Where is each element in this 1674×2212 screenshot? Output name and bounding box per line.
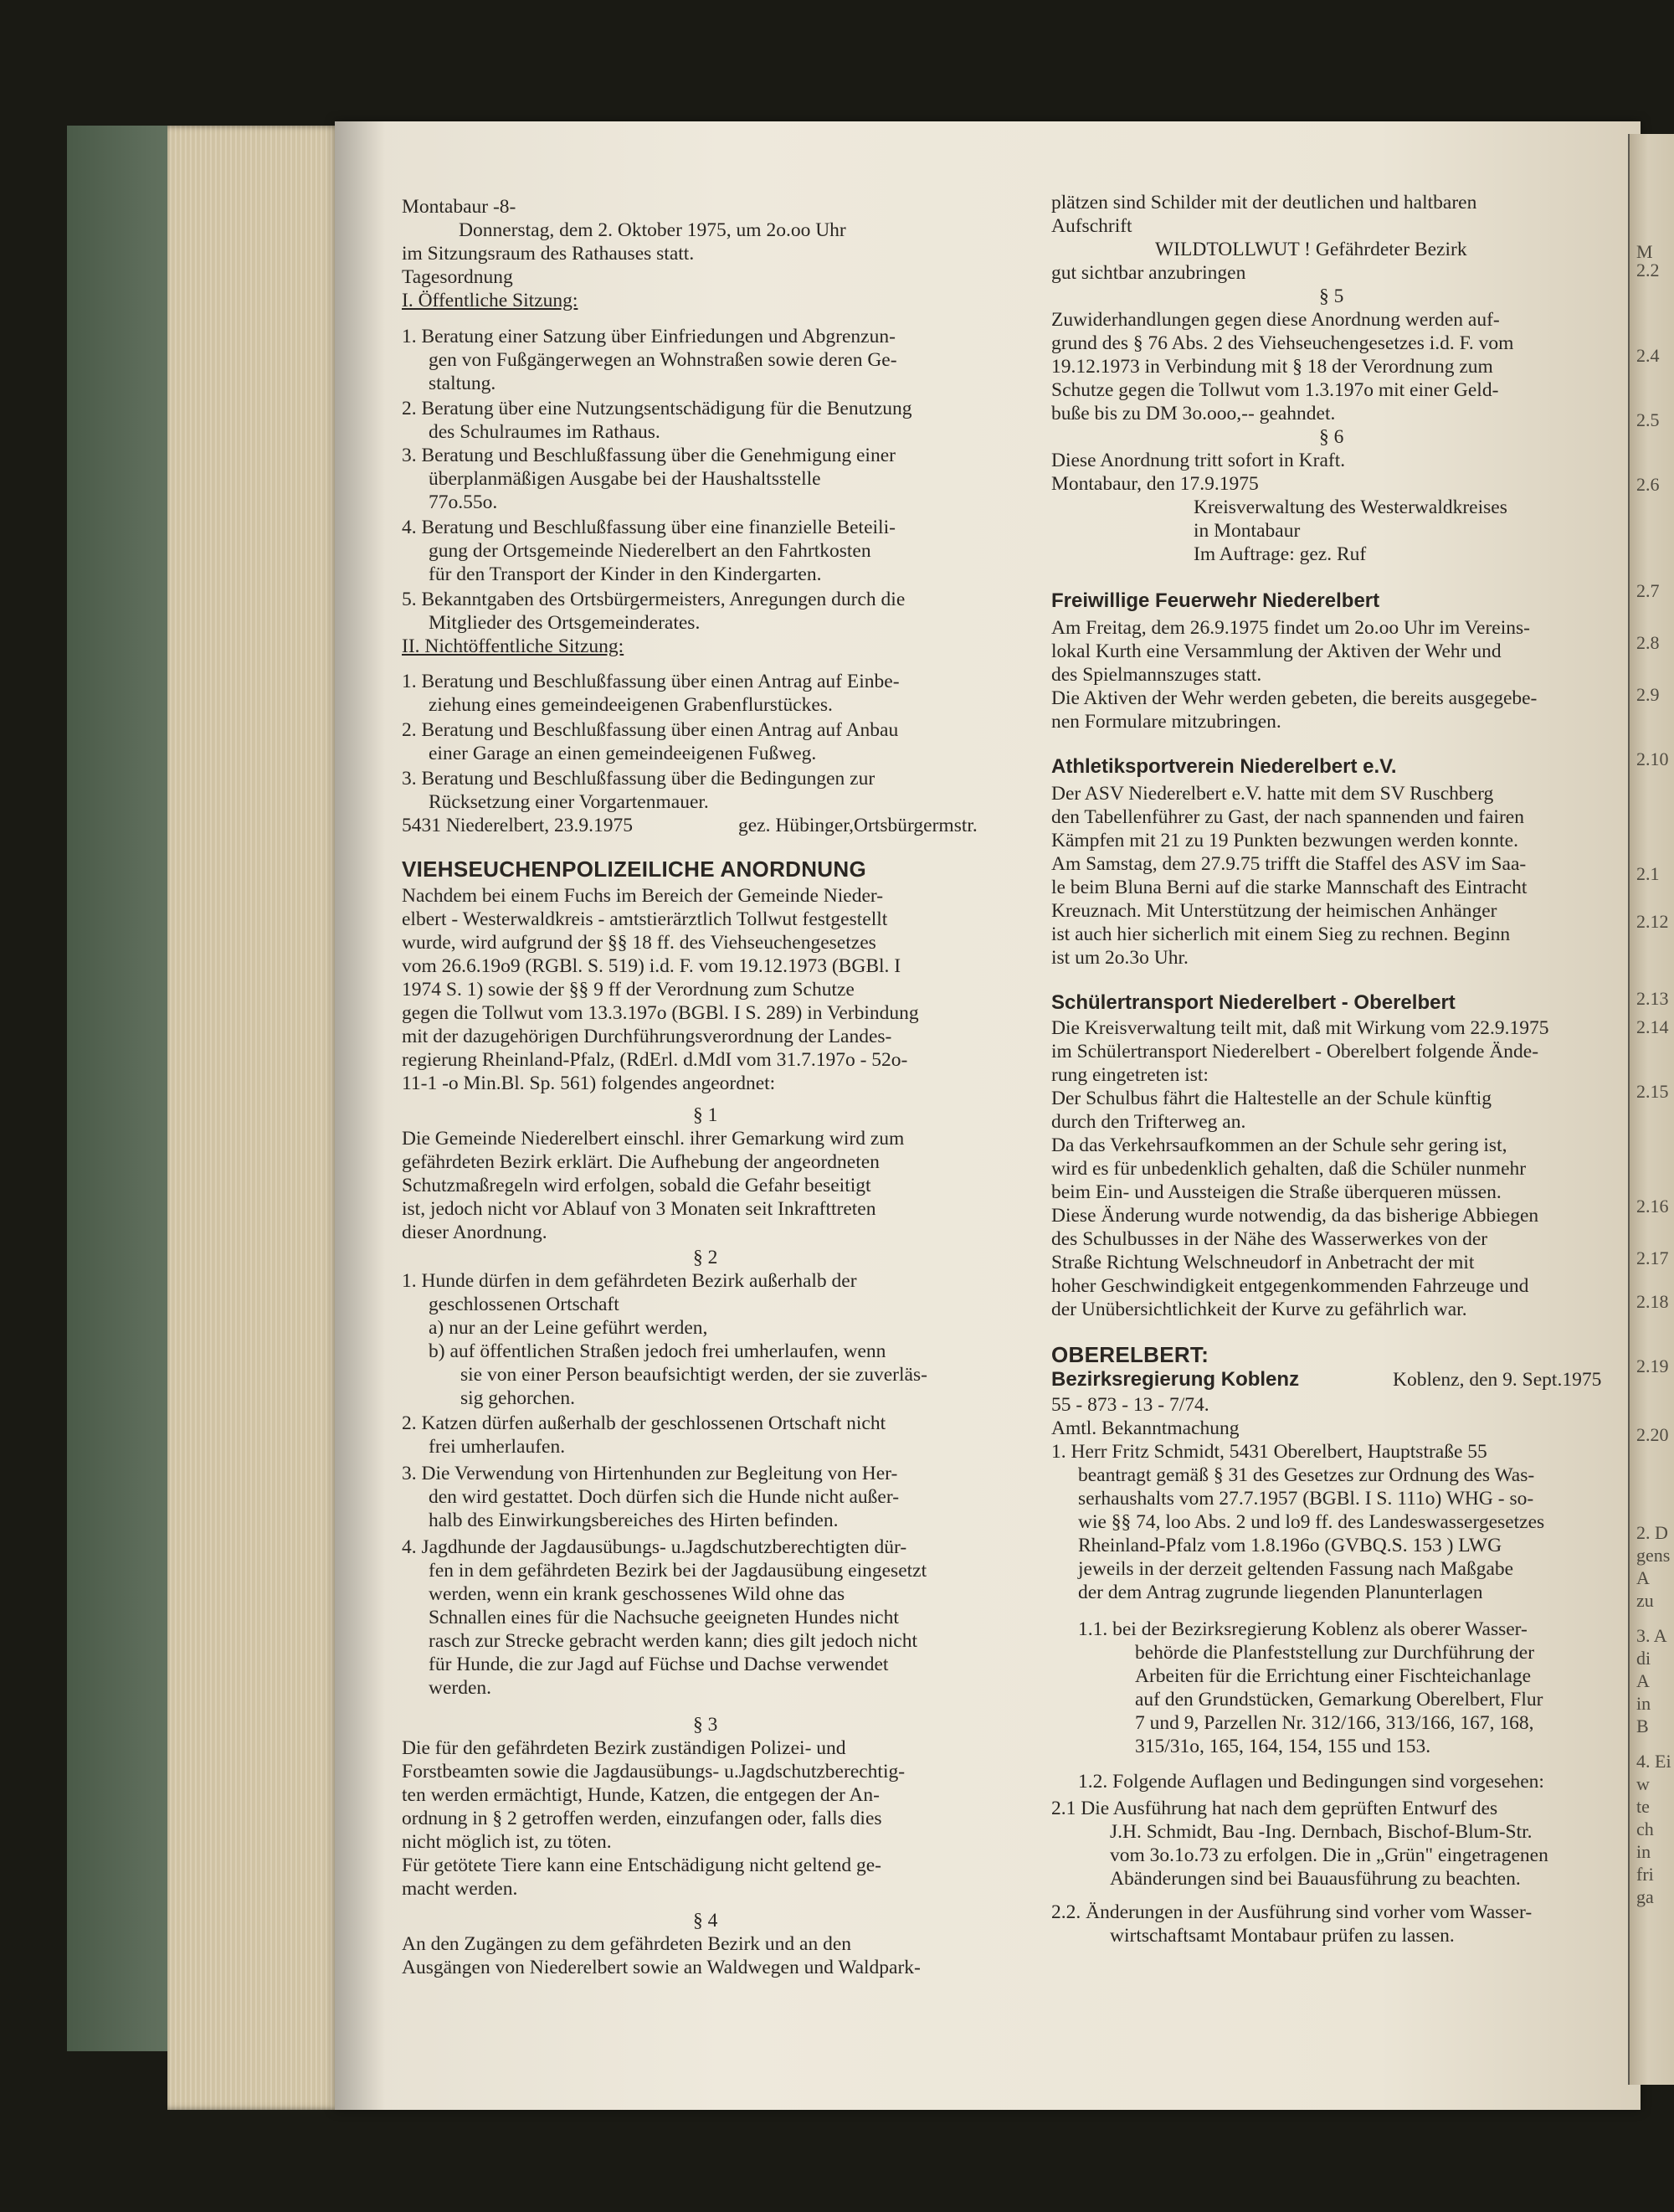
fragment: 2.4 [1636,345,1660,366]
fragment: ch [1636,1818,1654,1839]
text-line: jeweils in der derzeit geltenden Fassung nach Maßgabe [1078,1558,1514,1580]
text-line: a) nur an der Leine geführt werden, [429,1317,708,1339]
text-line: Montabaur, den 17.9.1975 [1051,473,1259,495]
text-line: ziehung eines gemeindeeigenen Grabenflurstückes. [429,694,833,716]
fragment: 2.17 [1636,1247,1669,1268]
heading-viehseuchen: VIEHSEUCHENPOLIZEILICHE ANORDNUNG [402,857,866,882]
text-line: wie §§ 74, loo Abs. 2 und lo9 ff. des Landeswassergesetzes [1078,1511,1545,1533]
text-line: 4. Beratung und Beschlußfassung über eine finanzielle Beteili- [402,517,896,538]
text-line: Tagesordnung [402,266,513,288]
text-line: Diese Änderung wurde notwendig, da das bisherige Abbiegen [1051,1205,1539,1227]
text-line: 1.1. bei der Bezirksregierung Koblenz als oberer Wasser- [1078,1618,1528,1640]
text-line: beantragt gemäß § 31 des Gesetzes zur Ordnung des Was- [1078,1464,1535,1486]
text-line: 3. Die Verwendung von Hirtenhunden zur Begleitung von Her- [402,1463,898,1484]
fragment: w [1636,1773,1650,1794]
fragment: 2.12 [1636,911,1669,932]
text-line: dieser Anordnung. [402,1222,547,1243]
page-block-edges [167,126,352,2110]
text-line: des Schulraumes im Rathaus. [429,421,660,443]
text-line: gut sichtbar anzubringen [1051,262,1246,284]
text-line: 5. Bekanntgaben des Ortsbürgermeisters, Anregungen durch die [402,589,906,610]
fragment: di [1636,1648,1651,1669]
fragment: ga [1636,1886,1654,1907]
text-line: Rücksetzung einer Vorgartenmauer. [429,791,709,813]
fragment: 2.5 [1636,409,1660,430]
text-line: lokal Kurth eine Versammlung der Aktiven der Wehr und [1051,640,1502,662]
text-line: Die für den gefährdeten Bezirk zuständigen Polizei- und [402,1737,846,1759]
fragment: 2.15 [1636,1081,1669,1102]
text-line: Im Auftrage: gez. Ruf [1194,543,1367,565]
fragment: in [1636,1841,1651,1862]
fragment: 2.8 [1636,632,1660,653]
text-line: Die Gemeinde Niederelbert einschl. ihrer Gemarkung wird zum [402,1128,905,1150]
text-line: sie von einer Person beaufsichtigt werden, der sie zuverläs- [460,1364,927,1386]
text-line: Straße Richtung Welschneudorf in Anbetracht der mit [1051,1252,1475,1273]
fragment: 2.9 [1636,684,1660,705]
text-line: Forstbeamten sowie die Jagdausübungs- u.Jagdschutzberechtig- [402,1761,906,1782]
section-heading: II. Nichtöffentliche Sitzung: [402,635,624,657]
text-line: nen Formulare mitzubringen. [1051,711,1281,733]
text-line: Amtl. Bekanntmachung [1051,1417,1240,1439]
fragment: B [1636,1716,1649,1736]
text-line: gefährdeten Bezirk erklärt. Die Aufhebung der angeordneten [402,1151,880,1173]
section-heading: I. Öffentliche Sitzung: [402,290,578,311]
text-line: Mitglieder des Ortsgemeinderates. [429,612,701,634]
text-line: den wird gestattet. Doch dürfen sich die Hunde nicht außer- [429,1486,900,1508]
fragment: 2.20 [1636,1424,1669,1445]
paragraph-mark: § 2 [693,1247,718,1268]
fragment: fri [1636,1864,1654,1885]
fragment: te [1636,1796,1650,1817]
text-line: 2. Beratung und Beschlußfassung über einen Antrag auf Anbau [402,719,899,741]
text-line: 2. Beratung über eine Nutzungsentschädigung für die Benutzung [402,398,912,419]
text-line: 2.1 Die Ausführung hat nach dem geprüften Entwurf des [1051,1798,1498,1819]
text-line: für Hunde, die zur Jagd auf Füchse und Dachse verwendet [429,1654,889,1675]
text-line: Diese Anordnung tritt sofort in Kraft. [1051,450,1346,471]
fragment: 2. D [1636,1522,1668,1543]
text-line: Am Freitag, dem 26.9.1975 findet um 2o.oo Uhr im Vereins- [1051,617,1530,639]
text-line: Abänderungen sind bei Bauausführung zu beachten. [1110,1868,1521,1890]
fragment: 2.13 [1636,988,1669,1009]
heading-feuerwehr: Freiwillige Feuerwehr Niederelbert [1051,589,1380,612]
fragment: 4. Ei [1636,1751,1671,1772]
text-line: im Schülertransport Niederelbert - Oberelbert folgende Ände- [1051,1041,1539,1062]
fragment: 2.1 [1636,863,1660,884]
text-line: le beim Bluna Berni auf die starke Mannschaft des Eintracht [1051,877,1528,898]
date-line: Koblenz, den 9. Sept.1975 [1393,1369,1602,1391]
fragment: 2.16 [1636,1196,1669,1217]
text-line: beim Ein- und Aussteigen die Straße überqueren müssen. [1051,1181,1502,1203]
text-line: 1. Herr Fritz Schmidt, 5431 Oberelbert, Hauptstraße 55 [1051,1441,1487,1463]
text-line: 55 - 873 - 13 - 7/74. [1051,1394,1209,1416]
text-line: buße bis zu DM 3o.ooo,-- geahndet. [1051,403,1336,424]
text-line: durch den Trifterweg an. [1051,1111,1246,1133]
text-line: Kämpfen mit 21 zu 19 Punkten bezwungen werden konnte. [1051,830,1518,851]
text-line: rasch zur Strecke gebracht werden kann; dies gilt jedoch nicht [429,1630,918,1652]
fragment: 2.2 [1636,260,1660,280]
text-line: plätzen sind Schilder mit der deutlichen und haltbaren [1051,192,1477,213]
text-line: 315/31o, 165, 164, 154, 155 und 153. [1135,1736,1431,1757]
fragment: 2.18 [1636,1291,1669,1312]
fragment: 2.10 [1636,748,1669,769]
fragment: A [1636,1670,1650,1691]
signature-line: gez. Hübinger,Ortsbürgermstr. [738,815,978,836]
text-line: Aufschrift [1051,215,1132,237]
text-line: vom 26.6.19o9 (RGBl. S. 519) i.d. F. vom 19.12.1973 (BGBl. I [402,955,901,977]
text-line: gung der Ortsgemeinde Niederelbert an den Fahrtkosten [429,540,871,562]
text-line: 5431 Niederelbert, 23.9.1975 [402,815,634,836]
text-line: sig gehorchen. [460,1387,576,1409]
text-line: 2.2. Änderungen in der Ausführung sind vorher vom Wasser- [1051,1901,1533,1923]
text-line: für den Transport der Kinder in den Kindergarten. [429,563,822,585]
text-line: grund des § 76 Abs. 2 des Viehseuchengesetzes i.d. F. vom [1051,332,1514,354]
paragraph-mark: § 3 [693,1714,718,1736]
text-line: 3. Beratung und Beschlußfassung über die Genehmigung einer [402,445,896,466]
text-line: elbert - Westerwaldkreis - amtstierärztlich Tollwut festgestellt [402,908,888,930]
text-line: frei umherlaufen. [429,1436,566,1458]
text-line: Da das Verkehrsaufkommen an der Schule sehr gering ist, [1051,1134,1507,1156]
text-line: 1974 S. 1) sowie der §§ 9 ff der Verordnung zum Schutze [402,979,855,1001]
text-line: regierung Rheinland-Pfalz, (RdErl. d.MdI vom 31.7.197o - 52o- [402,1049,908,1071]
text-line: 1.2. Folgende Auflagen und Bedingungen sind vorgesehen: [1078,1771,1544,1793]
text-line: überplanmäßigen Ausgabe bei der Haushaltsstelle [429,468,821,490]
fragment: M [1636,241,1653,262]
text-line: serhaushalts vom 27.7.1957 (BGBl. I S. 111o) WHG - so- [1078,1488,1534,1510]
paragraph-mark: § 4 [693,1910,718,1932]
text-line: J.H. Schmidt, Bau -Ing. Dernbach, Bischof-Blum-Str. [1110,1821,1533,1843]
text-line: fen in dem gefährdeten Bezirk bei der Jagdausübung eingesetzt [429,1560,927,1582]
text-line: macht werden. [402,1878,518,1900]
fragment: gens [1636,1545,1671,1566]
text-line: Zuwiderhandlungen gegen diese Anordnung werden auf- [1051,309,1500,331]
text-line: ist um 2o.3o Uhr. [1051,947,1189,969]
text-line: Schutze gegen die Tollwut vom 1.3.197o mit einer Geld- [1051,379,1499,401]
text-line: Ausgängen von Niederelbert sowie an Waldwegen und Waldpark- [402,1957,921,1978]
text-line: behörde die Planfeststellung zur Durchführung der [1135,1642,1535,1664]
text-line: 4. Jagdhunde der Jagdausübungs- u.Jagdschutzberechtigten dür- [402,1536,907,1558]
text-line: 3. Beratung und Beschlußfassung über die Bedingungen zur [402,768,876,790]
fragment: A [1636,1567,1650,1588]
text-line: 77o.55o. [429,491,498,513]
text-line: Arbeiten für die Errichtung einer Fischteichanlage [1135,1665,1532,1687]
adjacent-page-fragment [1628,134,1674,2085]
text-line: vom 3o.1o.73 zu erfolgen. Die in „Grün" eingetragenen [1110,1844,1548,1866]
text-line: ten werden ermächtigt, Hunde, Katzen, die entgegen der An- [402,1784,880,1806]
text-line: des Spielmannszuges statt. [1051,664,1262,686]
text-line: rung eingetreten ist: [1051,1064,1209,1086]
text-line: den Tabellenführer zu Gast, der nach spannenden und fairen [1051,806,1524,828]
text-line: 7 und 9, Parzellen Nr. 312/166, 313/166, 167, 168, [1135,1712,1534,1734]
text-line: 1. Beratung und Beschlußfassung über einen Antrag auf Einbe- [402,671,900,692]
text-line: Der Schulbus fährt die Haltestelle an der Schule künftig [1051,1088,1492,1109]
text-line: 19.12.1973 in Verbindung mit § 18 der Verordnung zum [1051,356,1493,378]
paragraph-mark: § 6 [1319,426,1344,448]
heading-athletik: Athletiksportverein Niederelbert e.V. [1051,755,1397,778]
text-line: des Schulbusses in der Nähe des Wasserwerkes von der [1051,1228,1488,1250]
fragment: zu [1636,1590,1654,1611]
text-line: auf den Grundstücken, Gemarkung Oberelbert, Flur [1135,1689,1543,1710]
text-line: Für getötete Tiere kann eine Entschädigung nicht geltend ge- [402,1854,881,1876]
text-line: Schutzmaßregeln wird erfolgen, sobald die Gefahr beseitigt [402,1175,871,1196]
page-header: Montabaur -8- [402,196,516,218]
text-line: ist, jedoch nicht vor Ablauf von 3 Monaten seit Inkrafttreten [402,1198,876,1220]
fragment: 2.7 [1636,580,1660,601]
text-line: 1. Beratung einer Satzung über Einfriedungen und Abgrenzun- [402,326,896,347]
text-line: Donnerstag, dem 2. Oktober 1975, um 2o.oo Uhr [459,219,846,241]
text-line: hoher Geschwindigkeit entgegenkommenden Fahrzeuge und [1051,1275,1529,1297]
text-line: einer Garage an einen gemeindeeigenen Fußweg. [429,743,817,764]
text-line: ist auch hier sicherlich mit einem Sieg zu rechnen. Beginn [1051,923,1511,945]
text-line: geschlossenen Ortschaft [429,1294,619,1315]
text-line: der dem Antrag zugrunde liegenden Planunterlagen [1078,1582,1483,1603]
fragment: 2.6 [1636,474,1660,495]
paragraph-mark: § 5 [1319,286,1344,307]
paragraph-mark: § 1 [693,1104,718,1126]
text-line: Schnallen eines für die Nachsuche geeigneten Hundes nicht [429,1607,899,1628]
text-line: Nachdem bei einem Fuchs im Bereich der Gemeinde Nieder- [402,885,884,907]
gutter-shadow [335,121,385,2110]
text-line: An den Zugängen zu dem gefährdeten Bezirk und an den [402,1933,852,1955]
text-line: Kreisverwaltung des Westerwaldkreises [1194,496,1507,518]
text-line: staltung. [429,373,496,394]
fragment: 2.19 [1636,1355,1669,1376]
text-line: Kreuznach. Mit Unterstützung der heimischen Anhänger [1051,900,1497,922]
text-line: Die Kreisverwaltung teilt mit, daß mit Wirkung vom 22.9.1975 [1051,1017,1549,1039]
text-line: nicht möglich ist, zu töten. [402,1831,612,1853]
text-line: werden, wenn ein krank geschossenes Wild ohne das [429,1583,845,1605]
text-line: 1. Hunde dürfen in dem gefährdeten Bezirk außerhalb der [402,1270,857,1292]
text-line: b) auf öffentlichen Straßen jedoch frei umherlaufen, wenn [429,1340,886,1362]
text-line: in Montabaur [1194,520,1301,542]
fragment: 2.14 [1636,1016,1669,1037]
text-line: wird es für unbedenklich gehalten, daß die Schüler nunmehr [1051,1158,1527,1180]
heading-schuelertransport: Schülertransport Niederelbert - Oberelbert [1051,991,1456,1014]
text-line: wirtschaftsamt Montabaur prüfen zu lassen. [1110,1925,1455,1947]
text-line: WILDTOLLWUT ! Gefährdeter Bezirk [1155,239,1467,260]
text-line: Am Samstag, dem 27.9.75 trifft die Staffel des ASV im Saa- [1051,853,1527,875]
heading-oberelbert: OBERELBERT: [1051,1342,1209,1367]
heading-bezirksregierung: Bezirksregierung Koblenz [1051,1368,1300,1391]
text-line: gen von Fußgängerwegen an Wohnstraßen sowie deren Ge- [429,349,897,371]
text-line: wurde, wird aufgrund der §§ 18 ff. des Viehseuchengesetzes [402,932,876,954]
text-line: Rheinland-Pfalz vom 1.8.196o (GVBQ.S. 153 ) LWG [1078,1535,1502,1556]
text-line: halb des Einwirkungsbereiches des Hirten befinden. [429,1510,839,1531]
text-line: im Sitzungsraum des Rathauses statt. [402,243,695,265]
text-line: Der ASV Niederelbert e.V. hatte mit dem SV Ruschberg [1051,783,1494,805]
text-line: ordnung in § 2 getroffen werden, einzufangen oder, falls dies [402,1808,882,1829]
text-line: Die Aktiven der Wehr werden gebeten, die bereits ausgegebe- [1051,687,1538,709]
text-line: 2. Katzen dürfen außerhalb der geschlossenen Ortschaft nicht [402,1412,886,1434]
text-line: mit der dazugehörigen Durchführungsverordnung der Landes- [402,1026,892,1047]
text-line: der Unübersichtlichkeit der Kurve zu gefährlich war. [1051,1299,1467,1320]
text-line: werden. [429,1677,492,1699]
text-line: gegen die Tollwut vom 13.3.197o (BGBl. I S. 289) in Verbindung [402,1002,919,1024]
fragment: 3. A [1636,1625,1667,1646]
text-line: 11-1 -o Min.Bl. Sp. 561) folgendes angeordnet: [402,1073,776,1094]
fragment: in [1636,1693,1651,1714]
